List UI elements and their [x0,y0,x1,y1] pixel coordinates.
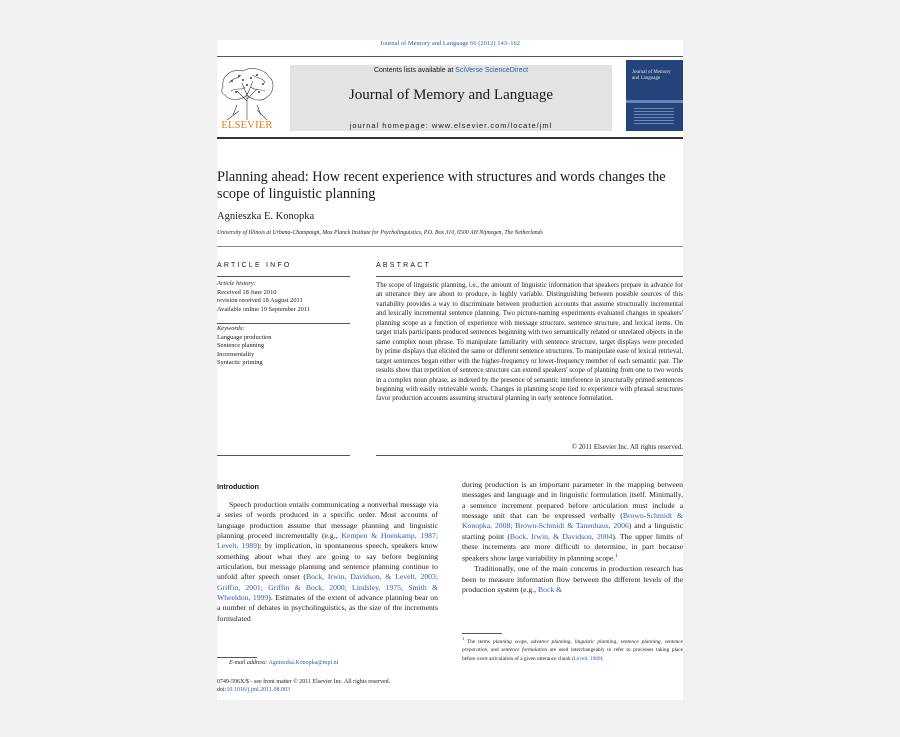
text-run: and [488,647,502,654]
citation-link[interactable]: Bock & [538,585,563,594]
author-affiliation: University of Illinois at Urbana-Champaign, Max Planck Institute for Psycholinguistics, P.O. Box 310, 6500 AH Nijmegen, The Netherlands [217,230,543,236]
contents-line: Contents lists available at SciVerse ScienceDirect [373,67,529,74]
footnote [462,635,683,663]
text-run: Speech production entails communicating a nonverbal message via a series of words produced in a specific order. Most accounts of language production assume that message planning and linguistic planning proceed incrementally (e.g., [217,500,438,541]
top-rule [217,56,683,57]
keywords-block: Keywords: Language production Sentence planning Incrementality Syntactic priming [217,325,350,368]
abstract-heading: ABSTRACT [376,262,431,269]
article-info-rule [217,276,350,277]
journal-banner [290,65,612,131]
citation-link[interactable]: Kempen & Hoenkamp, 1987; Levelt, 1989 [217,531,439,551]
article-title: Planning ahead: How recent experience with structures and words changes the scope of linguistic planning [217,169,666,202]
abstract-text: The scope of linguistic planning, i.e., the amount of linguistic information that speakers prepare in advance for an utterance they are about to produce, is highly variable. Distinguishing between possible sources of this variability provides a way to discriminate between production accounts that assume structurally incremental and lexically incremental sentence planning. Two picture-naming experiments evaluated changes in speakers' planning scope as a function of experience with message structure, sentence structure, and lexical items. On target trials participants produced sentences beginning with two semantically related or unrelated objects in the same complex noun phrase. To manipulate familiarity with sentence structure, target displays were preceded by prime displays that elicited the same or different sentence structures. To manipulate ease of lexical retrieval, target sentences began either with the higher-frequency or lower-frequency member of each semantic pair. The results show that repetition of sentence structure can extend speakers' scope of planning from one to two words in a complex noun phrase, as indexed by the presence of semantic interference in structurally primed sentences beginning with easily retrievable words. Changes in planning scope tied to experience with phrasal structures favor production accounts assuming structural planning in early sentence formulation. [376,282,683,403]
abstract-bottom-rule [376,455,683,456]
doi-link[interactable]: 10.1016/j.jml.2011.08.003 [226,687,290,693]
footnote-number: 1 [462,636,465,641]
text-run: ) and a linguistic starting point ( [462,521,683,541]
italic-run: sentence formulation [501,647,548,654]
intro-paragraph [217,500,438,624]
keyword: Syntactic priming [217,359,263,366]
text-run: ). Estimates of the extent of advance planning bear on a number of debates in psycholinguistics, as the size of the increments formulated [217,593,438,623]
issn-line: 0749-596X/$ - see front matter © 2011 Elsevier Inc. All rights reserved. [217,679,391,685]
header-rule [217,137,683,139]
keyword: Sentence planning [217,342,265,349]
text-run: ). [600,655,604,662]
text-run: during production is an important parameter in the mapping between messages and language and in linguistic formulation itself. Minimally, a sentence increment prepared before articulation must include a message unit that can be expressed verbally ( [462,480,683,521]
doi-line: doi:10.1016/j.jml.2011.08.003 [217,687,290,693]
introduction-heading: Introduction [217,482,259,491]
article-info-heading: ARTICLE INFO [217,262,292,269]
left-column [217,500,438,624]
keyword: Incrementality [217,350,255,358]
sciencedirect-link[interactable]: SciVerse ScienceDirect [455,67,529,74]
italic-run: planning scope, advance planning, linguistic planning, sentence planning, sentence preparation, [462,638,683,654]
cover-title: Journal of Memory and Language [632,70,671,81]
email-link[interactable]: Agnieszka.Konopka@mpi.nl [268,660,339,666]
body-paragraph [462,564,683,595]
elsevier-logo[interactable] [217,65,277,133]
text-run: Traditionally, one of the main concerns in production research has been to measure information flow between the different levels of the production system (e.g., [462,564,683,594]
footnote-rule [462,633,502,634]
footnote-marker[interactable]: 1 [615,554,618,560]
journal-homepage[interactable]: journal homepage: www.elsevier.com/locate/jml [349,121,553,130]
article-history: Article history: Received 18 June 2010 revision received 18 August 2011 Available online 19 September 2011 [217,280,310,313]
body-paragraph [462,480,683,564]
keywords-rule [217,323,350,324]
elsevier-tree-icon [217,65,277,121]
right-column [462,480,683,595]
copyright-notice: © 2011 Elsevier Inc. All rights reserved. [571,444,683,451]
keyword: Language production [217,333,272,341]
citation-link[interactable]: Brown-Schmidt & Konopka, 2008; Brown-Schmidt & Tanenhaus, 2006 [462,511,684,531]
citation-link[interactable]: Bock, Irwin, Davidson, & Levelt, 2003; Griffin, 2001; Griffin & Bock, 2000; Lindsley, 1975; Smith & Wheeldon, 1999 [217,572,438,603]
elsevier-wordmark: ELSEVIER [221,120,273,131]
email-rule [217,657,257,658]
text-run: ). The upper limits of these increments are more difficult to determine, in part because speakers show large variability in planning scope. [462,531,684,563]
text-run: ): by implication, in spontaneous speech, speakers know something about what they are going to say before beginning articulation, but message planning and sentence planning continue to unfold after speech onset ( [217,541,438,582]
article-page [217,40,683,700]
article-author: Agnieszka E. Konopka [217,211,315,222]
citation-link[interactable]: Bock, Irwin, & Davidson, 2004 [509,531,613,541]
text-run: are used interchangeably to refer to processes taking place before overt articulation of a given utterance chunk ( [462,647,683,662]
journal-title: Journal of Memory and Language [348,87,554,103]
cover-band [626,100,683,103]
article-info-bottom-rule [217,455,350,456]
title-rule [217,246,683,247]
journal-cover[interactable] [626,60,683,131]
text-run: The terms [464,638,493,645]
cover-text-lines [634,108,674,126]
citation-link[interactable]: Levelt, 1989 [573,655,601,662]
email-footnote: E-mail address: Agnieszka.Konopka@mpi.nl [229,660,339,666]
abstract-rule [376,276,683,277]
journal-citation[interactable]: Journal of Memory and Language 66 (2012) 143–162 [380,40,520,47]
